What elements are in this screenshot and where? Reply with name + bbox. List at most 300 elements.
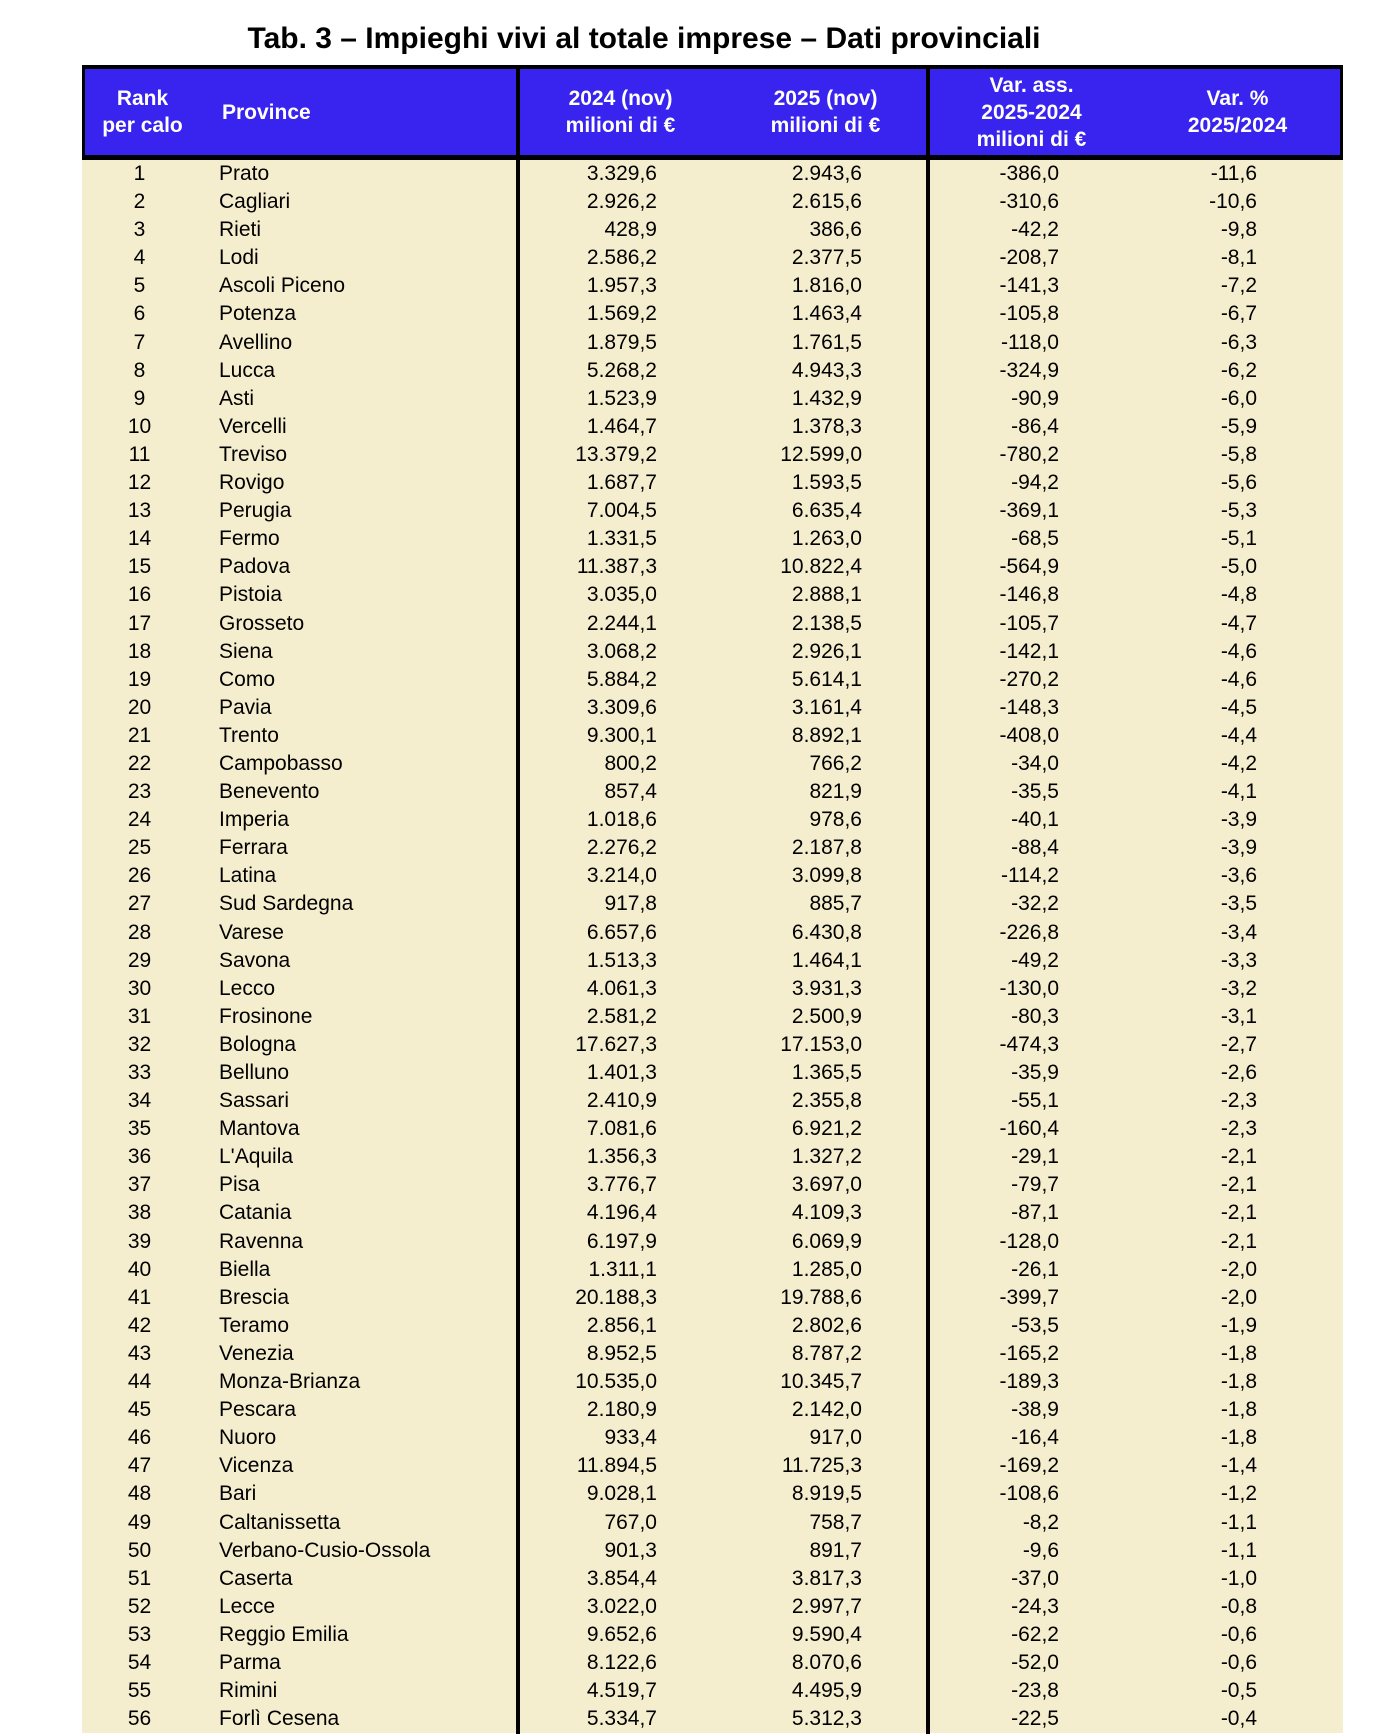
cell-var-pct: -2,0 — [1220, 1285, 1257, 1309]
cell-var-pct: -3,3 — [1220, 948, 1257, 972]
cell-var-pct: -6,2 — [1220, 358, 1257, 382]
table-row — [82, 806, 1343, 834]
cell-var-ass: -130,0 — [999, 976, 1059, 1000]
cell-2024: 1.687,7 — [586, 471, 657, 495]
cell-2024: 1.401,3 — [586, 1061, 657, 1084]
table-row — [82, 1424, 1343, 1452]
cell-var-ass: -34,0 — [1011, 751, 1059, 775]
cell-var-ass: -369,1 — [999, 499, 1059, 523]
cell-rank: 30 — [127, 976, 152, 1000]
cell-var-pct: -8,1 — [1220, 246, 1257, 270]
cell-2025: 2.802,6 — [791, 1313, 862, 1337]
cell-2025: 758,7 — [809, 1510, 862, 1534]
cell-province: Bari — [219, 1482, 257, 1506]
cell-2024: 1.331,5 — [586, 527, 657, 551]
cell-2025: 2.615,6 — [791, 190, 862, 214]
cell-var-pct: -2,7 — [1220, 1032, 1257, 1056]
cell-province: Brescia — [219, 1285, 290, 1309]
column-header-2025-line1: 2025 (nov) — [773, 87, 878, 110]
cell-var-ass: -564,9 — [999, 555, 1059, 579]
table-row — [82, 1115, 1343, 1143]
cell-2024: 800,2 — [604, 751, 657, 775]
cell-2025: 1.593,5 — [791, 471, 862, 495]
cell-var-pct: -1,8 — [1220, 1426, 1257, 1450]
cell-var-ass: -23,8 — [1011, 1679, 1059, 1703]
cell-var-pct: -2,1 — [1220, 1201, 1257, 1225]
cell-2025: 766,2 — [809, 751, 862, 775]
table-row — [82, 1059, 1343, 1087]
table-row — [82, 1537, 1343, 1565]
cell-var-pct: -3,1 — [1220, 1004, 1257, 1028]
cell-province: Rieti — [219, 218, 262, 242]
cell-2024: 2.856,1 — [586, 1313, 657, 1337]
cell-var-pct: -1,8 — [1220, 1341, 1257, 1365]
cell-var-pct: -3,4 — [1220, 920, 1257, 944]
cell-province: Caserta — [219, 1566, 293, 1590]
cell-rank: 2 — [133, 190, 146, 214]
cell-var-pct: -5,3 — [1220, 499, 1257, 523]
table-row — [82, 834, 1343, 862]
cell-2025: 3.161,4 — [791, 695, 862, 719]
cell-2025: 1.327,2 — [791, 1145, 862, 1169]
cell-2025: 19.788,6 — [780, 1285, 862, 1309]
table-row — [82, 525, 1343, 553]
cell-rank: 17 — [127, 611, 152, 635]
table-row — [82, 1452, 1343, 1480]
cell-rank: 22 — [127, 751, 152, 775]
cell-province: Campobasso — [219, 751, 343, 775]
cell-2024: 1.879,5 — [586, 330, 657, 354]
cell-2024: 2.581,2 — [586, 1004, 657, 1028]
cell-var-pct: -4,5 — [1220, 695, 1257, 719]
cell-rank: 50 — [127, 1538, 152, 1562]
cell-2025: 1.463,4 — [791, 302, 862, 326]
table-row — [82, 1480, 1343, 1508]
cell-province: Belluno — [219, 1061, 290, 1084]
cell-2024: 2.410,9 — [586, 1089, 657, 1113]
cell-rank: 42 — [127, 1313, 152, 1337]
cell-2025: 6.430,8 — [791, 920, 862, 944]
cell-var-pct: -4,8 — [1220, 583, 1257, 607]
cell-province: Pavia — [219, 695, 272, 719]
cell-rank: 19 — [127, 667, 152, 691]
cell-var-pct: -5,0 — [1220, 555, 1257, 579]
cell-var-pct: -5,9 — [1220, 414, 1257, 438]
cell-2024: 1.464,7 — [586, 414, 657, 438]
cell-province: Caltanissetta — [219, 1510, 341, 1534]
table-row — [82, 919, 1343, 947]
table-row — [82, 1003, 1343, 1031]
cell-var-ass: -118,0 — [1001, 330, 1059, 354]
cell-rank: 13 — [127, 499, 152, 523]
cell-rank: 56 — [127, 1707, 152, 1731]
column-header-var-ass-line1: Var. ass. — [989, 73, 1074, 97]
cell-var-pct: -4,6 — [1220, 639, 1257, 663]
cell-var-ass: -142,1 — [999, 639, 1059, 663]
cell-var-ass: -16,4 — [1011, 1426, 1059, 1450]
cell-var-ass: -52,0 — [1011, 1650, 1059, 1674]
cell-province: Benevento — [219, 780, 320, 804]
table-row — [82, 750, 1343, 778]
cell-rank: 39 — [127, 1229, 152, 1253]
cell-2025: 10.822,4 — [780, 555, 862, 579]
table-row — [82, 216, 1343, 244]
cell-2025: 1.365,5 — [791, 1061, 862, 1084]
cell-province: Vicenza — [219, 1454, 294, 1478]
cell-var-pct: -1,0 — [1220, 1566, 1257, 1590]
cell-2024: 1.523,9 — [586, 386, 657, 410]
table-row — [82, 160, 1343, 188]
table-row — [82, 638, 1343, 666]
cell-2024: 6.657,6 — [586, 920, 657, 944]
cell-var-ass: -108,6 — [999, 1482, 1059, 1506]
cell-2024: 3.309,6 — [586, 695, 657, 719]
cell-province: Pisa — [219, 1173, 260, 1197]
cell-var-ass: -35,9 — [1011, 1061, 1059, 1084]
cell-province: Treviso — [219, 442, 288, 466]
cell-rank: 23 — [127, 780, 152, 804]
cell-var-pct: -5,8 — [1220, 442, 1257, 466]
cell-province: Frosinone — [219, 1004, 313, 1028]
cell-var-ass: -49,2 — [1011, 948, 1059, 972]
cell-2025: 12.599,0 — [780, 442, 862, 466]
table-row — [82, 890, 1343, 918]
cell-rank: 4 — [133, 246, 146, 270]
cell-province: Parma — [219, 1650, 281, 1674]
cell-var-ass: -128,0 — [999, 1229, 1059, 1253]
cell-2024: 20.188,3 — [575, 1285, 657, 1309]
table-row — [82, 441, 1343, 469]
cell-var-ass: -169,2 — [999, 1454, 1059, 1478]
cell-province: Forlì Cesena — [219, 1707, 340, 1731]
cell-2025: 1.816,0 — [791, 274, 862, 298]
table-row — [82, 862, 1343, 890]
cell-2024: 5.268,2 — [586, 358, 657, 382]
cell-rank: 51 — [127, 1566, 152, 1590]
cell-province: Imperia — [219, 808, 290, 832]
cell-province: Savona — [219, 948, 291, 972]
cell-var-pct: -2,3 — [1220, 1089, 1257, 1113]
cell-2024: 1.957,3 — [586, 274, 657, 298]
table-row — [82, 694, 1343, 722]
cell-rank: 35 — [127, 1117, 152, 1141]
cell-2024: 5.884,2 — [586, 667, 657, 691]
cell-var-ass: -114,2 — [1001, 864, 1059, 888]
cell-2024: 9.652,6 — [586, 1622, 657, 1646]
table-row — [82, 1705, 1343, 1733]
column-separator-line — [516, 65, 520, 1734]
table-row — [82, 272, 1343, 300]
cell-2025: 885,7 — [809, 892, 862, 916]
cell-2025: 2.500,9 — [791, 1004, 862, 1028]
table-row — [82, 413, 1343, 441]
cell-2024: 917,8 — [604, 892, 657, 916]
column-header-rank-line2: per calo — [102, 114, 183, 137]
cell-2024: 2.244,1 — [586, 611, 657, 635]
table-row — [82, 581, 1343, 609]
cell-var-ass: -8,2 — [1022, 1510, 1059, 1534]
cell-var-pct: -2,1 — [1220, 1229, 1257, 1253]
cell-rank: 34 — [127, 1089, 152, 1113]
cell-province: Rovigo — [219, 471, 285, 495]
cell-2025: 2.142,0 — [791, 1398, 862, 1422]
cell-var-ass: -780,2 — [999, 442, 1059, 466]
cell-var-ass: -310,6 — [999, 190, 1059, 214]
cell-var-ass: -324,9 — [999, 358, 1059, 382]
cell-var-pct: -0,4 — [1220, 1707, 1257, 1731]
cell-2025: 1.285,0 — [791, 1257, 862, 1281]
cell-2024: 4.196,4 — [586, 1201, 657, 1225]
cell-2025: 5.614,1 — [791, 667, 862, 691]
cell-2024: 3.214,0 — [586, 864, 657, 888]
table-header-row — [82, 65, 1343, 160]
cell-province: Ravenna — [219, 1229, 304, 1253]
cell-province: Potenza — [219, 302, 297, 326]
table-row — [82, 300, 1343, 328]
cell-rank: 48 — [127, 1482, 152, 1506]
cell-2024: 3.022,0 — [586, 1594, 657, 1618]
cell-var-pct: -3,6 — [1220, 864, 1257, 888]
cell-var-ass: -40,1 — [1011, 808, 1059, 832]
cell-2024: 4.061,3 — [586, 976, 657, 1000]
cell-var-ass: -37,0 — [1011, 1566, 1059, 1590]
cell-var-pct: -1,1 — [1220, 1538, 1257, 1562]
cell-province: Trento — [219, 723, 279, 747]
cell-var-ass: -399,7 — [999, 1285, 1059, 1309]
cell-2024: 3.329,6 — [586, 162, 657, 185]
cell-var-pct: -4,6 — [1220, 667, 1257, 691]
table-row — [82, 1256, 1343, 1284]
cell-var-pct: -0,5 — [1220, 1679, 1257, 1703]
cell-var-ass: -105,7 — [999, 611, 1059, 635]
table-row — [82, 1284, 1343, 1312]
table-row — [82, 244, 1343, 272]
cell-rank: 9 — [133, 386, 146, 410]
table-row — [82, 1143, 1343, 1171]
cell-var-ass: -86,4 — [1011, 414, 1059, 438]
cell-rank: 28 — [127, 920, 152, 944]
cell-rank: 21 — [127, 723, 152, 747]
cell-province: Vercelli — [219, 414, 287, 438]
cell-rank: 55 — [127, 1679, 152, 1703]
cell-var-ass: -26,1 — [1011, 1257, 1059, 1281]
cell-2024: 901,3 — [604, 1538, 657, 1562]
cell-2025: 6.635,4 — [791, 499, 862, 523]
cell-var-pct: -0,6 — [1220, 1622, 1257, 1646]
cell-2024: 857,4 — [604, 780, 657, 804]
cell-var-ass: -79,7 — [1011, 1173, 1059, 1197]
cell-2024: 1.018,6 — [586, 808, 657, 832]
cell-2025: 9.590,4 — [791, 1622, 862, 1646]
cell-rank: 47 — [127, 1454, 152, 1478]
cell-var-ass: -386,0 — [999, 162, 1059, 185]
cell-province: Biella — [219, 1257, 271, 1281]
cell-var-pct: -2,0 — [1220, 1257, 1257, 1281]
table-row — [82, 1171, 1343, 1199]
page-title: Tab. 3 – Impieghi vivi al totale imprese – Dati provinciali — [247, 22, 1041, 55]
cell-2025: 6.069,9 — [791, 1229, 862, 1253]
cell-2024: 3.854,4 — [586, 1566, 657, 1590]
cell-rank: 33 — [127, 1061, 152, 1084]
table-row — [82, 1565, 1343, 1593]
table-row — [82, 1340, 1343, 1368]
cell-var-pct: -4,7 — [1220, 611, 1257, 635]
cell-2024: 1.311,1 — [588, 1257, 657, 1281]
cell-var-pct: -2,1 — [1220, 1145, 1257, 1169]
cell-var-ass: -146,8 — [999, 583, 1059, 607]
cell-province: Prato — [219, 162, 270, 185]
cell-province: Grosseto — [219, 611, 305, 635]
cell-rank: 49 — [127, 1510, 152, 1534]
cell-2025: 8.892,1 — [791, 723, 862, 747]
cell-rank: 53 — [127, 1622, 152, 1646]
cell-var-ass: -90,9 — [1011, 386, 1059, 410]
cell-var-ass: -53,5 — [1011, 1313, 1059, 1337]
cell-rank: 27 — [127, 892, 152, 916]
cell-rank: 12 — [127, 471, 152, 495]
cell-var-ass: -68,5 — [1011, 527, 1059, 551]
cell-2024: 2.926,2 — [586, 190, 657, 214]
cell-var-pct: -5,1 — [1220, 527, 1257, 551]
cell-province: Verbano-Cusio-Ossola — [219, 1538, 431, 1562]
cell-var-pct: -4,2 — [1220, 751, 1257, 775]
cell-var-ass: -22,5 — [1011, 1707, 1059, 1731]
column-header-province — [200, 69, 518, 155]
cell-var-pct: -3,9 — [1220, 808, 1257, 832]
cell-2025: 2.943,6 — [791, 162, 862, 185]
cell-var-pct: -6,3 — [1220, 330, 1257, 354]
column-header-var-ass — [928, 69, 1135, 155]
cell-var-pct: -4,1 — [1220, 780, 1257, 804]
cell-var-pct: -1,9 — [1220, 1313, 1257, 1337]
column-header-rank — [85, 69, 200, 155]
column-header-2025-line2: milioni di € — [770, 114, 881, 137]
cell-2025: 1.432,9 — [791, 386, 862, 410]
column-separator-line — [926, 65, 930, 1734]
table-row — [82, 1649, 1343, 1677]
cell-2025: 2.187,8 — [791, 836, 862, 860]
cell-rank: 6 — [133, 302, 146, 326]
cell-var-ass: -35,5 — [1011, 780, 1059, 804]
cell-var-ass: -38,9 — [1011, 1398, 1059, 1422]
cell-2024: 13.379,2 — [575, 442, 657, 466]
cell-2024: 933,4 — [604, 1426, 657, 1450]
cell-var-ass: -148,3 — [999, 695, 1059, 719]
table-row — [82, 1199, 1343, 1227]
cell-rank: 11 — [128, 442, 151, 466]
column-header-rank-line1: Rank — [116, 87, 169, 110]
cell-province: Pistoia — [219, 583, 283, 607]
cell-2024: 3.068,2 — [586, 639, 657, 663]
cell-var-pct: -7,2 — [1220, 274, 1257, 298]
cell-province: Catania — [219, 1201, 292, 1225]
cell-province: Fermo — [219, 527, 280, 551]
table-row — [82, 497, 1343, 525]
cell-2025: 2.926,1 — [791, 639, 862, 663]
cell-var-pct: -3,5 — [1220, 892, 1257, 916]
cell-province: Lecco — [219, 976, 276, 1000]
cell-rank: 18 — [127, 639, 152, 663]
table-row — [82, 1031, 1343, 1059]
cell-2025: 3.697,0 — [791, 1173, 862, 1197]
cell-var-ass: -160,4 — [999, 1117, 1059, 1141]
cell-2025: 8.787,2 — [791, 1341, 862, 1365]
cell-2024: 7.004,5 — [586, 499, 657, 523]
cell-var-pct: -1,2 — [1220, 1482, 1257, 1506]
cell-rank: 41 — [127, 1285, 152, 1309]
cell-2025: 3.931,3 — [791, 976, 862, 1000]
cell-2024: 1.569,2 — [586, 302, 657, 326]
column-header-province-line1: Province — [222, 100, 311, 124]
cell-var-pct: -2,1 — [1220, 1173, 1257, 1197]
cell-2025: 821,9 — [809, 780, 862, 804]
table-row — [82, 666, 1343, 694]
cell-rank: 8 — [133, 358, 146, 382]
cell-rank: 25 — [127, 836, 152, 860]
cell-2025: 17.153,0 — [780, 1032, 862, 1056]
cell-2025: 1.464,1 — [791, 948, 862, 972]
cell-rank: 20 — [127, 695, 152, 719]
cell-province: Pescara — [219, 1398, 297, 1422]
table-row — [82, 469, 1343, 497]
table-row — [82, 188, 1343, 216]
column-header-var-pct-line2: 2025/2024 — [1187, 114, 1288, 137]
cell-rank: 15 — [127, 555, 152, 579]
cell-2025: 2.138,5 — [791, 611, 862, 635]
table-row — [82, 329, 1343, 357]
cell-province: Siena — [219, 639, 273, 663]
cell-2024: 11.387,3 — [576, 555, 657, 579]
cell-var-ass: -80,3 — [1011, 1004, 1059, 1028]
cell-2025: 2.888,1 — [791, 583, 862, 607]
cell-rank: 16 — [127, 583, 152, 607]
cell-2025: 2.355,8 — [791, 1089, 862, 1113]
cell-2025: 8.919,5 — [791, 1482, 862, 1506]
cell-2024: 5.334,7 — [586, 1707, 657, 1731]
cell-var-ass: -94,2 — [1011, 471, 1059, 495]
cell-var-ass: -105,8 — [999, 302, 1059, 326]
table-row — [82, 1312, 1343, 1340]
cell-2025: 386,6 — [809, 218, 862, 242]
column-header-var-pct — [1135, 69, 1340, 155]
cell-province: Ferrara — [219, 836, 288, 860]
cell-var-pct: -2,3 — [1220, 1117, 1257, 1141]
cell-2025: 8.070,6 — [791, 1650, 862, 1674]
cell-2024: 428,9 — [604, 218, 657, 242]
cell-var-pct: -1,4 — [1220, 1454, 1257, 1478]
cell-var-pct: -1,8 — [1220, 1370, 1257, 1394]
cell-2024: 8.122,6 — [586, 1650, 657, 1674]
cell-rank: 37 — [127, 1173, 152, 1197]
cell-var-pct: -1,8 — [1220, 1398, 1257, 1422]
cell-2024: 8.952,5 — [586, 1341, 657, 1365]
cell-province: Como — [219, 667, 276, 691]
cell-province: Ascoli Piceno — [219, 274, 346, 298]
cell-var-pct: -5,6 — [1220, 471, 1257, 495]
cell-var-ass: -55,1 — [1011, 1089, 1059, 1113]
cell-rank: 24 — [127, 808, 152, 832]
cell-province: Perugia — [219, 499, 292, 523]
cell-var-pct: -6,7 — [1220, 302, 1257, 326]
cell-var-pct: -10,6 — [1209, 190, 1257, 214]
cell-var-ass: -42,2 — [1011, 218, 1059, 242]
cell-var-pct: -4,4 — [1220, 723, 1257, 747]
cell-2024: 1.513,3 — [586, 948, 657, 972]
cell-2024: 10.535,0 — [575, 1370, 657, 1394]
cell-var-pct: -11,6 — [1210, 162, 1257, 185]
cell-var-pct: -0,6 — [1220, 1650, 1257, 1674]
cell-2024: 2.180,9 — [586, 1398, 657, 1422]
